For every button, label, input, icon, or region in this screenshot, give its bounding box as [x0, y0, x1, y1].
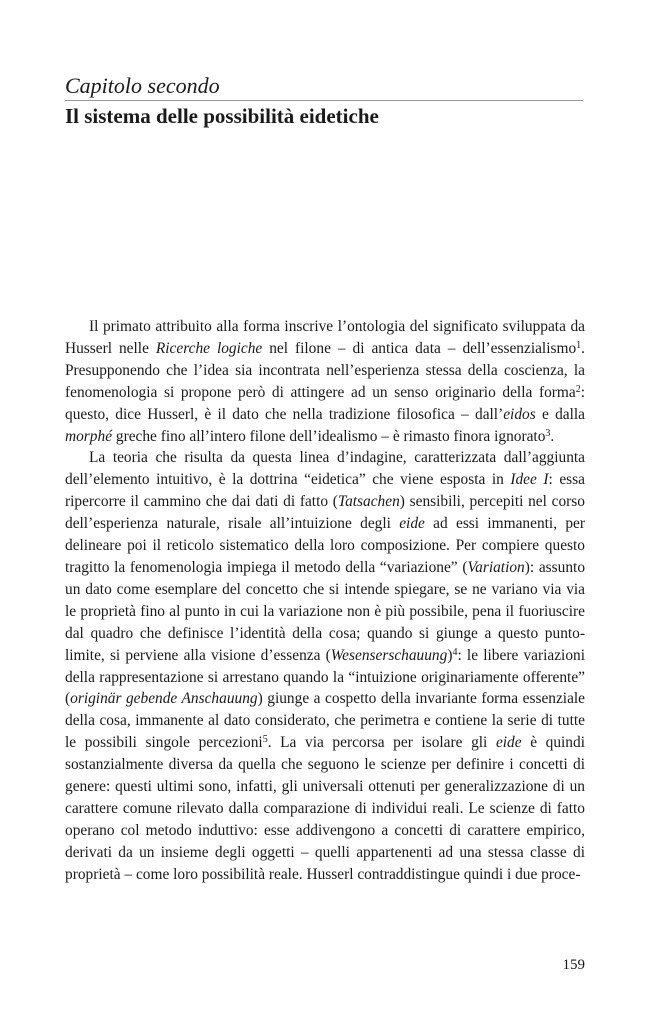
- footnote-ref: 1: [576, 339, 582, 351]
- page-number: 159: [562, 957, 585, 973]
- text-run: : questo, dice Husserl, è il dato che nella tradizione filosofica – dall’: [65, 383, 585, 423]
- chapter-header: [65, 72, 583, 129]
- italic-term: Idee I: [510, 471, 549, 489]
- text-run: . La via percorsa per isolare gli: [267, 734, 496, 752]
- chapter-label: Capitolo secondo: [65, 72, 583, 101]
- text-run: .: [550, 427, 555, 445]
- text-run: : essa ripercorre il cammino che dai dati di fatto (: [65, 471, 585, 511]
- chapter-title: Il sistema delle possibilità eidetiche: [65, 104, 379, 128]
- italic-term: originär gebende Anschauung: [70, 690, 258, 708]
- italic-term: Ricerche logiche: [155, 339, 263, 357]
- text-run: La teoria che risulta da questa linea d’indagine, caratterizzata dall’aggiunta dell’elemento intuitivo, è la dottrina “eidetica” che viene esposta in: [65, 449, 585, 489]
- text-run: : le libere variazioni della rappresentazione si arrestano quando la “intuizione originariamente offerente” (: [65, 646, 585, 708]
- italic-term: Tatsachen: [337, 493, 400, 511]
- italic-term: Variation: [467, 558, 525, 576]
- text-run: e dalla: [535, 405, 586, 423]
- italic-term: eide: [495, 734, 522, 752]
- italic-term: morphé: [65, 427, 113, 445]
- footnote-ref: 5: [262, 734, 268, 746]
- text-run: ) giunge a cospetto della invariante forma essenziale della cosa, immanente al dato considerato, che perimetra e contiene la serie di tutte le possibili singole percezioni: [65, 690, 586, 752]
- text-run: greche fino all’intero filone dell’idealismo – è rimasto finora ignorato: [112, 427, 546, 445]
- text-run: ): assunto un dato come esemplare del concetto che si intende spiegare, se ne variano via via le proprietà fino al punto in cui la variazione non è più possibile, pena il fuoriuscire dal quadro che definisce l’identità della cosa; quando si giunge a questo punto-limite, si perviene alla visione d’essenza (: [65, 558, 586, 664]
- text-run: è quindi sostanzialmente diversa da quella che seguono le scienze per definire i concetti di genere: questi ultimi sono, infatti, gli universali ottenuti per generalizzazione di un carattere comune rilevato dalla comparazione di individui reali. Le scienze di fatto operano col metodo induttivo: esse addivengono a concetti di carattere empirico, derivati da un insieme degli oggetti – quelli appartenenti ad una stessa classe di proprietà – come loro possibilità reale. Husserl contraddistingue quindi i due proce-: [65, 734, 585, 883]
- text-run: nel filone – di antica data – dell’essenzialismo: [262, 339, 577, 357]
- text-run: ) sensibili, percepiti nel corso dell’esperienza naturale, risale all’intuizione degli: [65, 493, 585, 533]
- body-text: [65, 316, 585, 886]
- footnote-ref: 2: [575, 383, 581, 395]
- paragraph-1: [65, 316, 585, 447]
- text-run: Il primato attribuito alla forma inscrive l’ontologia del significato sviluppata da Husserl nelle: [65, 318, 585, 357]
- text-run: ad essi immanenti, per delineare poi il reticolo sistematico della loro composizione. Per compiere questo tragitto la fenomenologia impiega il metodo della “variazione” (: [65, 515, 585, 576]
- paragraph-2: [65, 447, 585, 885]
- italic-term: eide: [399, 515, 425, 533]
- footnote-ref: 4: [452, 646, 458, 658]
- text-run: ): [447, 646, 453, 664]
- footnote-ref: 3: [545, 427, 551, 439]
- italic-term: Wesenserschauung: [330, 646, 448, 664]
- italic-term: eidos: [503, 405, 536, 423]
- text-run: . Presupponendo che l’idea sia incontrata nell’esperienza stessa della coscienza, la fenomenologia si propone però di attingere ad un senso originario della forma: [65, 339, 585, 401]
